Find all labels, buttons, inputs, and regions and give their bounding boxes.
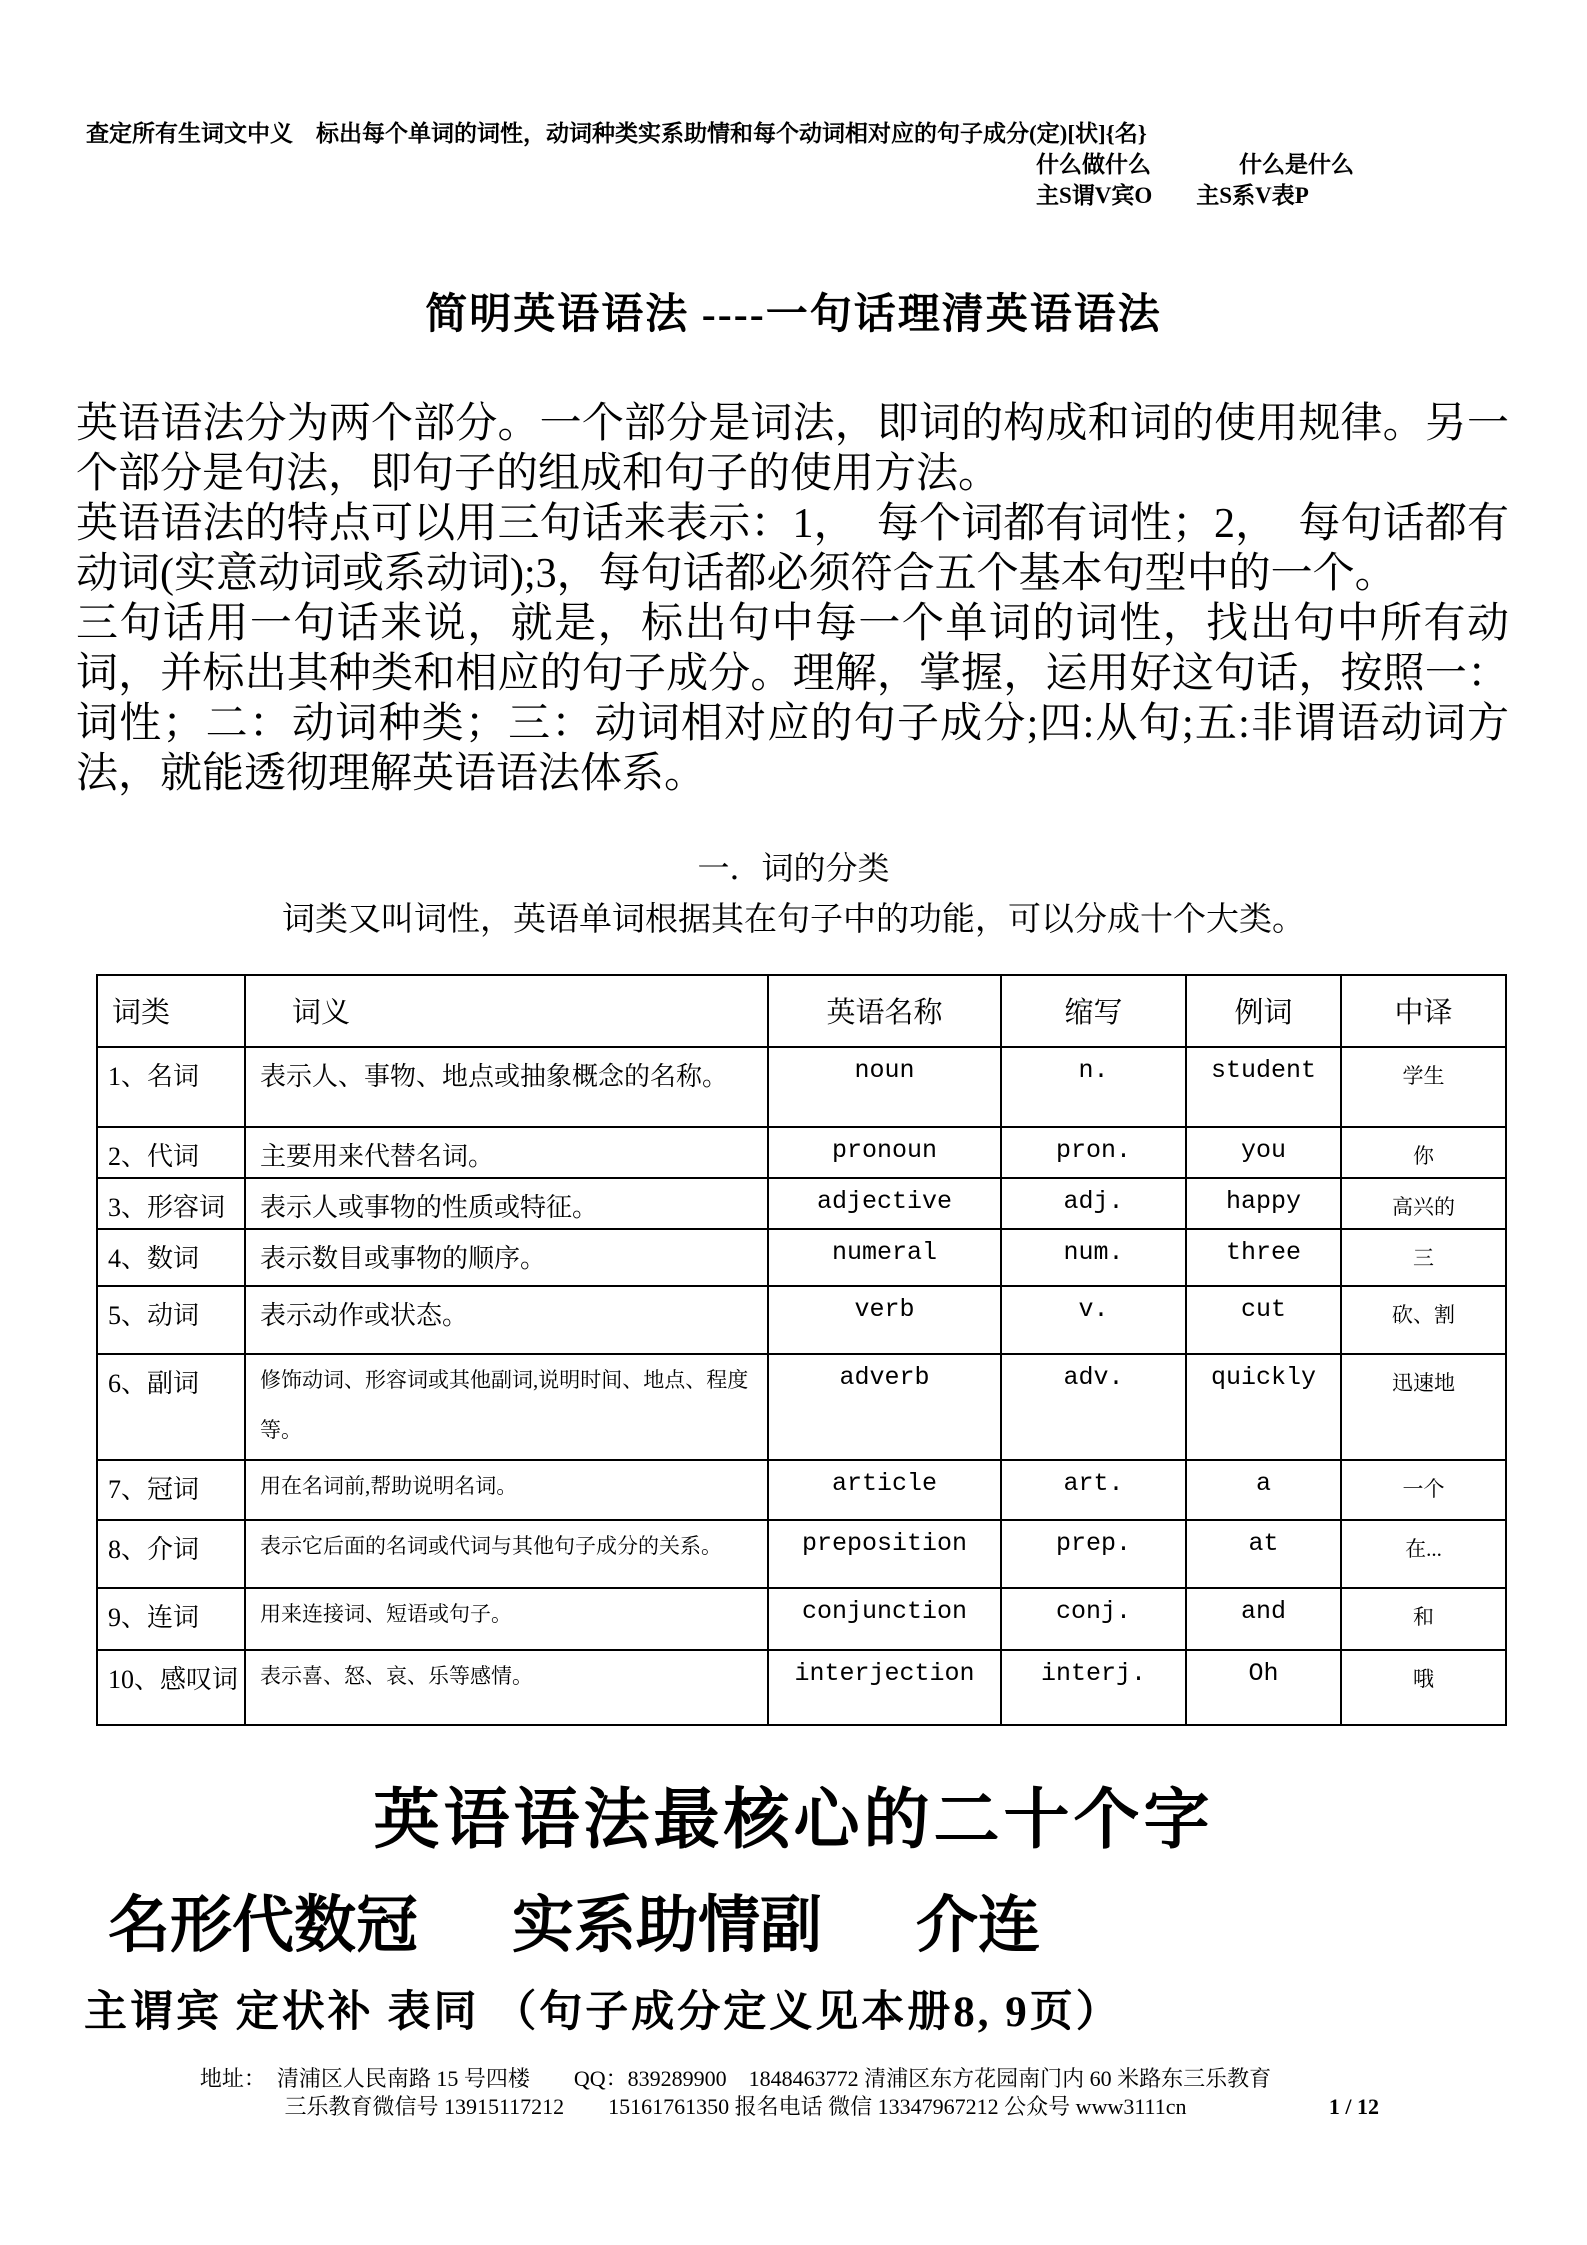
header-cell-translation: 中译 <box>1341 975 1506 1047</box>
cell-english-name: adjective <box>768 1178 1001 1229</box>
cell-word-class: 10、感叹词 <box>97 1650 245 1725</box>
table-row <box>97 1286 1506 1354</box>
footer-contact-text: 三乐教育微信号 13915117212 15161761350 报名电话 微信 13347967212 公众号 www3111cn <box>284 2094 1187 2119</box>
cell-word-class: 2、代词 <box>97 1127 245 1178</box>
footer-address-line: 地址： 清浦区人民南路 15 号四楼 QQ：839289900 1848463772 清浦区东方花园南门内 60 米路东三乐教育 <box>199 2066 1272 2091</box>
cell-translation: 迅速地 <box>1341 1354 1506 1460</box>
cell-word-class: 7、冠词 <box>97 1460 245 1520</box>
cell-example: student <box>1186 1047 1341 1127</box>
cell-abbreviation: adv. <box>1001 1354 1186 1460</box>
cell-english-name: preposition <box>768 1520 1001 1588</box>
cell-meaning: 主要用来代替名词。 <box>245 1127 768 1178</box>
cell-meaning: 用来连接词、短语或句子。 <box>245 1588 768 1650</box>
cell-meaning: 表示人、事物、地点或抽象概念的名称。 <box>245 1047 768 1127</box>
cell-meaning: 表示它后面的名词或代词与其他句子成分的关系。 <box>245 1520 768 1588</box>
paragraph: 英语语法分为两个部分。一个部分是词法，即词的构成和词的使用规律。另一个部分是句法，即句子的组成和句子的使用方法。 <box>76 401 1509 497</box>
cell-meaning: 表示喜、怒、哀、乐等感情。 <box>245 1650 768 1725</box>
core-word-group-2: 实系助情副 <box>512 1892 823 1960</box>
table-row <box>97 1178 1506 1229</box>
cell-translation: 三 <box>1341 1229 1506 1286</box>
header-cell-meaning: 词义 <box>245 975 768 1047</box>
cell-translation: 一个 <box>1341 1460 1506 1520</box>
cell-example: a <box>1186 1460 1341 1520</box>
table-row <box>97 1047 1506 1127</box>
cell-abbreviation: v. <box>1001 1286 1186 1354</box>
table-row <box>97 1520 1506 1588</box>
cell-example: at <box>1186 1520 1341 1588</box>
core-word-group-1: 名形代数冠 <box>108 1892 419 1960</box>
cell-example: Oh <box>1186 1650 1341 1725</box>
core-title: 英语语法最核心的二十个字 <box>373 1784 1214 1857</box>
header-cell-abbreviation: 缩写 <box>1001 975 1186 1047</box>
cell-english-name: pronoun <box>768 1127 1001 1178</box>
cell-example: happy <box>1186 1178 1341 1229</box>
cell-english-name: conjunction <box>768 1588 1001 1650</box>
footer-contact-line <box>0 2093 1471 2121</box>
cell-abbreviation: num. <box>1001 1229 1186 1286</box>
core-words-line <box>108 1875 1587 1964</box>
cell-english-name: verb <box>768 1286 1001 1354</box>
cell-abbreviation: interj. <box>1001 1650 1186 1725</box>
header-sub-block <box>1036 149 1587 211</box>
parts-of-speech-table <box>96 974 1507 1726</box>
cell-example: quickly <box>1186 1354 1341 1460</box>
cell-translation: 哦 <box>1341 1650 1506 1725</box>
page-title: 简明英语语法 ----一句话理清英语语法 <box>425 292 1162 338</box>
cell-abbreviation: pron. <box>1001 1127 1186 1178</box>
cell-meaning: 表示人或事物的性质或特征。 <box>245 1178 768 1229</box>
header-cell-english-name: 英语名称 <box>768 975 1001 1047</box>
header-sub-line-2 <box>1036 180 1587 211</box>
cell-meaning: 用在名词前,帮助说明名词。 <box>245 1460 768 1520</box>
cell-meaning: 表示数目或事物的顺序。 <box>245 1229 768 1286</box>
cell-english-name: noun <box>768 1047 1001 1127</box>
cell-translation: 在... <box>1341 1520 1506 1588</box>
table-row <box>97 1650 1506 1725</box>
header-note-line: 查定所有生词文中义 标出每个单词的词性，动词种类实系助情和每个动词相对应的句子成分(定)[状]{名} <box>86 121 1147 146</box>
table-row <box>97 1588 1506 1650</box>
intro-paragraphs <box>76 399 1509 799</box>
cell-example: cut <box>1186 1286 1341 1354</box>
cell-english-name: article <box>768 1460 1001 1520</box>
table-row <box>97 1229 1506 1286</box>
cell-abbreviation: n. <box>1001 1047 1186 1127</box>
cell-word-class: 3、形容词 <box>97 1178 245 1229</box>
page-number: 1 / 12 <box>1328 2094 1379 2119</box>
core-components-line: 主谓宾 定状补 表同 （句子成分定义见本册8, 9页） <box>84 1989 1122 2036</box>
cell-english-name: adverb <box>768 1354 1001 1460</box>
header-phrase-svp: 主S系V表P <box>1196 183 1309 208</box>
cell-english-name: numeral <box>768 1229 1001 1286</box>
page-footer <box>0 2065 1587 2121</box>
cell-translation: 学生 <box>1341 1047 1506 1127</box>
cell-translation: 你 <box>1341 1127 1506 1178</box>
cell-english-name: interjection <box>768 1650 1001 1725</box>
table-row <box>97 1460 1506 1520</box>
header-phrase-svo: 主S谓V宾O <box>1036 183 1153 208</box>
cell-word-class: 5、动词 <box>97 1286 245 1354</box>
cell-abbreviation: conj. <box>1001 1588 1186 1650</box>
paragraph: 三句话用一句话来说，就是，标出句中每一个单词的词性，找出句中所有动词，并标出其种类和相应的句子成分。理解，掌握，运用好这句话，按照一：词性；二：动词种类；三：动词相对应的句子成分;四:从句;五:非谓语动词方法，就能透彻理解英语语法体系。 <box>76 601 1509 797</box>
cell-meaning: 表示动作或状态。 <box>245 1286 768 1354</box>
table-row <box>97 1127 1506 1178</box>
table-row <box>97 1354 1506 1460</box>
header-phrase-what-does: 什么做什么 <box>1036 152 1151 177</box>
section-heading: 一．词的分类 <box>697 850 890 886</box>
paragraph: 英语语法的特点可以用三句话来表示：1， 每个词都有词性；2， 每句话都有动词(实意动词或系动词);3，每句话都必须符合五个基本句型中的一个。 <box>76 501 1509 597</box>
cell-translation: 和 <box>1341 1588 1506 1650</box>
header-cell-example: 例词 <box>1186 975 1341 1047</box>
cell-abbreviation: adj. <box>1001 1178 1186 1229</box>
cell-word-class: 4、数词 <box>97 1229 245 1286</box>
table-header-row <box>97 975 1506 1047</box>
cell-abbreviation: art. <box>1001 1460 1186 1520</box>
header-cell-word-class: 词类 <box>97 975 245 1047</box>
cell-word-class: 8、介词 <box>97 1520 245 1588</box>
core-word-group-3: 介连 <box>916 1892 1041 1960</box>
cell-word-class: 9、连词 <box>97 1588 245 1650</box>
header-phrase-what-is: 什么是什么 <box>1239 152 1354 177</box>
cell-meaning: 修饰动词、形容词或其他副词,说明时间、地点、程度等。 <box>245 1354 768 1460</box>
cell-abbreviation: prep. <box>1001 1520 1186 1588</box>
cell-word-class: 1、名词 <box>97 1047 245 1127</box>
cell-example: three <box>1186 1229 1341 1286</box>
cell-example: you <box>1186 1127 1341 1178</box>
header-sub-line-1 <box>1036 149 1587 180</box>
cell-translation: 砍、割 <box>1341 1286 1506 1354</box>
cell-example: and <box>1186 1588 1341 1650</box>
header-annotations <box>86 0 1587 211</box>
cell-translation: 高兴的 <box>1341 1178 1506 1229</box>
section-subheading: 词类又叫词性，英语单词根据其在句子中的功能，可以分成十个大类。 <box>282 902 1305 938</box>
cell-word-class: 6、副词 <box>97 1354 245 1460</box>
